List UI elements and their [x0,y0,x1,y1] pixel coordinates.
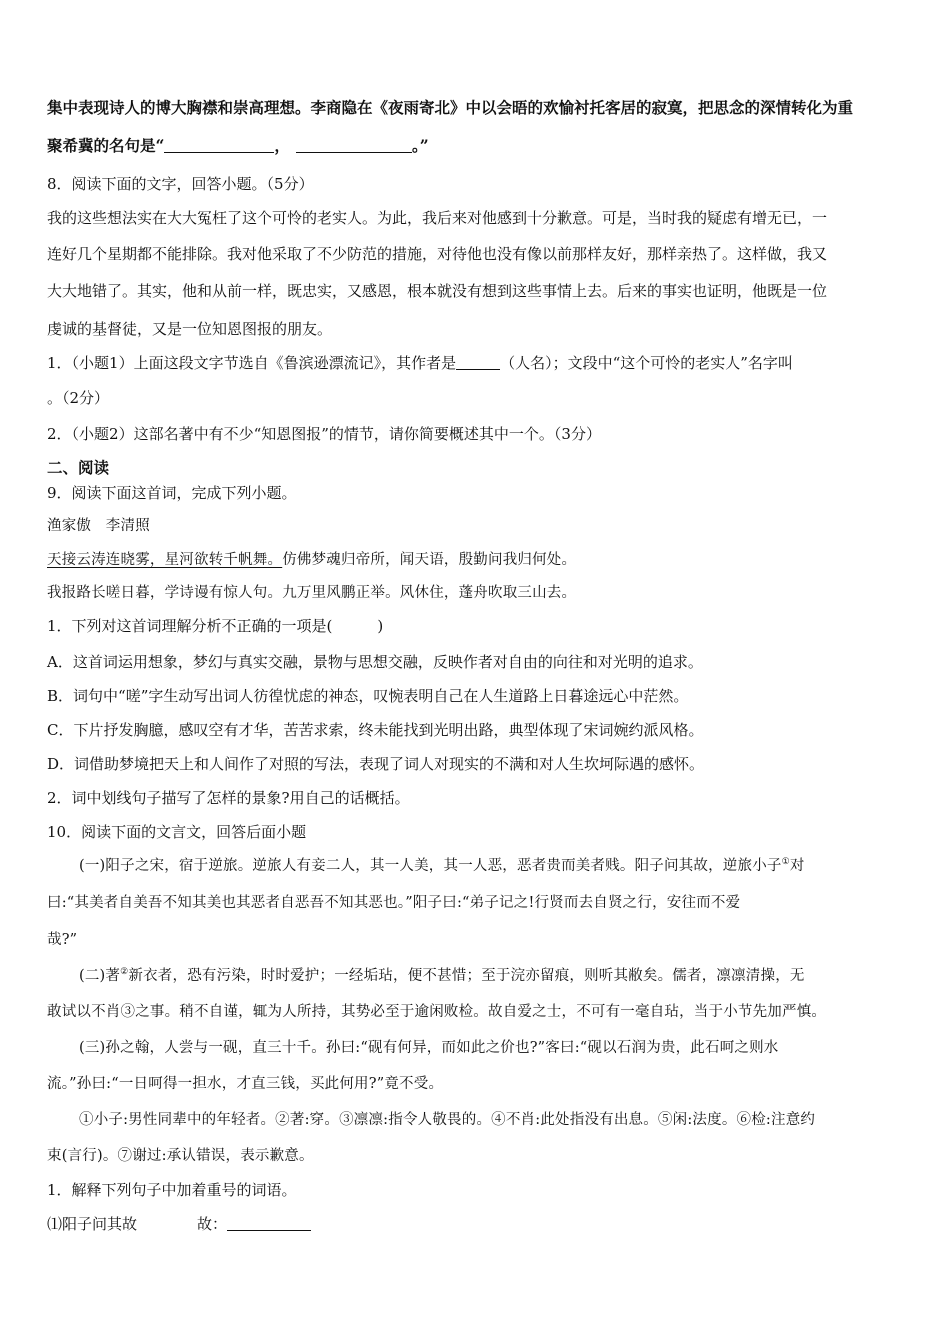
poem-line-2: 我报路长嗟日暮，学诗谩有惊人句。九万里风鹏正举。风休住，蓬舟吹取三山去。 [47,585,577,601]
passage-3-line: (三)孙之翰，人尝与一砚，直三十千。孙曰:“砚有何异，而如此之价也?”客曰:“砚以石润为贵，此石呵之则水 [79,1040,779,1056]
passage-1-text-b: 对 [789,858,805,874]
blank-line-2[interactable] [296,136,412,153]
poem-title: 渔家傲 李清照 [47,518,150,534]
section-heading: 二、阅读 [47,458,110,477]
q10-item-1-sentence: ⑴阳子问其故 [47,1215,138,1233]
poem-line-1-rest: 仿佛梦魂归帝所，闻天语，殷勤问我归何处。 [282,552,577,568]
option-b[interactable]: B．词句中“嗟”字生动写出词人彷徨忧虑的神态，叹惋表明自己在人生道路上日暮途远心中茫然。 [47,687,689,705]
q10-item-1 [47,1214,311,1234]
poem-line-1 [47,550,576,570]
passage-2-line: 敢试以不肖③之事。稍不自谨，辄为人所持，其势必至于逾闲败检。故自爱之士，不可有一毫自玷，当于小节先加严慎。 [47,1004,827,1020]
q8-sub2: 2．（小题2）这部名著中有不少“知恩图报”的情节，请你简要概述其中一个。（3分） [47,425,601,443]
footnote-ref: ① [781,857,790,867]
notes-line: ①小子:男性同辈中的年轻者。②著:穿。③凛凛:指令人敬畏的。④不肖:此处指没有出息。⑤闲:法度。⑥检:注意约 [79,1112,816,1128]
q8-sub1-text-b: （人名）；文段中“这个可怜的老实人”名字叫 [500,354,793,372]
author-blank[interactable] [456,353,500,370]
q7-line2-text-b: ， [274,136,290,155]
option-d[interactable]: D．词借助梦境把天上和人间作了对照的写法，表现了词人对现实的不满和对人生坎坷际遇的感怀。 [47,755,705,773]
answer-blank[interactable] [227,1214,311,1231]
q10-sub1: 1．解释下列句子中加着重号的词语。 [47,1181,297,1199]
passage-2-text-b: 新衣者，恐有污染，时时爱护；一经垢玷，便不甚惜；至于浣亦留痕，则听其敝矣。儒者，凛凛清操，无 [128,968,805,984]
blank-line-1[interactable] [164,136,274,153]
passage-2-text-a: (二)著 [79,968,121,984]
passage-1-line: 曰:“其美者自美吾不知其美也其恶者自恶吾不知其恶也。”阳子曰:“弟子记之!行贤而去自贤之行，安往而不爱 [47,895,741,911]
q9-sub1: 1．下列对这首词理解分析不正确的一项是( ) [47,617,384,635]
q7-line2 [47,136,429,156]
q7-line2-text-c: 。” [411,136,429,155]
q9-sub2: 2．词中划线句子描写了怎样的景象?用自己的话概括。 [47,789,410,807]
q8-sub1-cont: 。（2分） [47,389,110,407]
q8-sub1 [47,353,793,373]
q7-line2-text-a: 聚希冀的名句是“ [47,136,165,155]
notes-line: 束(言行)。⑦谢过:承认错误，表示歉意。 [47,1148,314,1164]
q10-title: 10．阅读下面的文言文，回答后面小题 [47,823,307,841]
q10-item-1-label: 故： [197,1215,228,1233]
q7-line1: 集中表现诗人的博大胸襟和崇高理想。李商隐在《夜雨寄北》中以会晤的欢愉衬托客居的寂寞，把思念的深情转化为重 [47,98,854,117]
q8-para-line: 连好几个星期都不能排除。我对他采取了不少防范的措施，对待他也没有像以前那样友好，那样亲热了。这样做，我又 [47,245,828,263]
passage-2-line [47,966,805,986]
q8-sub1-text-a: 1．（小题1）上面这段文字节选自《鲁滨逊漂流记》，其作者是 [47,354,457,372]
passage-1-line [47,856,805,876]
poem-underlined-text: 天接云涛连晓雾，星河欲转千帆舞。 [47,552,283,568]
option-a[interactable]: A．这首词运用想象，梦幻与真实交融，景物与思想交融，反映作者对自由的向往和对光明的追求。 [47,653,703,671]
passage-1-text-a: (一)阳子之宋，宿于逆旅。逆旅人有妾二人，其一人美，其一人恶，恶者贵而美者贱。阳子问其故，逆旅小子 [79,858,782,874]
q8-title: 8．阅读下面的文字，回答小题。（5分） [47,175,314,193]
footnote-ref: ② [120,967,129,977]
q8-para-line: 虔诚的基督徒，又是一位知恩图报的朋友。 [47,320,333,338]
q8-para-line: 大大地错了。其实，他和从前一样，既忠实，又感恩，根本就没有想到这些事情上去。后来的事实也证明，他既是一位 [47,282,828,300]
passage-3-line: 流。”孙曰:“一日呵得一担水，才直三钱，买此何用?”竟不受。 [47,1076,444,1092]
q8-para-line: 我的这些想法实在大大冤枉了这个可怜的老实人。为此，我后来对他感到十分歉意。可是，当时我的疑虑有增无已，一 [47,209,828,227]
q9-title: 9．阅读下面这首词，完成下列小题。 [47,484,297,502]
passage-1-line: 哉?” [47,932,78,948]
option-c[interactable]: C．下片抒发胸臆，感叹空有才华，苦苦求索，终未能找到光明出路，典型体现了宋词婉约派风格。 [47,721,704,739]
